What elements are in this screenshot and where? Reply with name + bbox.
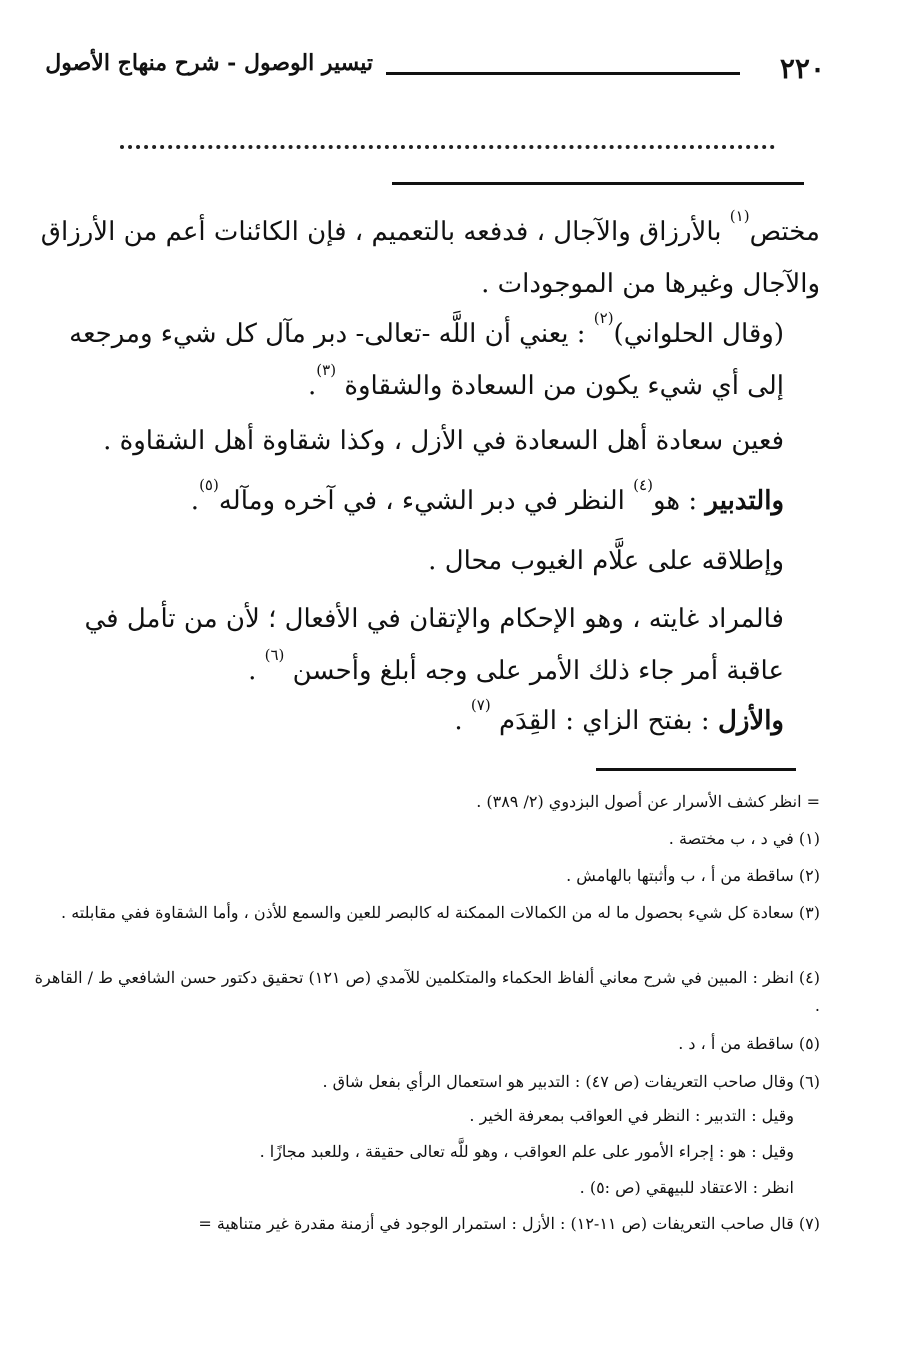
footnote-5: (٥) ساقطة من أ ، د . bbox=[678, 1034, 820, 1053]
page-number: ٢٢٠ bbox=[779, 52, 825, 85]
header-rule bbox=[386, 72, 740, 75]
paragraph-1 bbox=[30, 206, 820, 310]
running-title: تيسير الوصول - شرح منهاج الأصول bbox=[45, 50, 373, 76]
paragraph-text: . bbox=[454, 706, 471, 736]
footnote-ref-5: (٥) bbox=[199, 476, 219, 494]
paragraph-text: (وقال الحلواني) bbox=[613, 319, 784, 349]
footnote-6-line: انظر : الاعتقاد للبيهقي (ص :٥) . bbox=[579, 1178, 794, 1197]
paragraph-text: . bbox=[308, 371, 317, 401]
footnote-ref-3: (٣) bbox=[316, 361, 337, 379]
paragraph-text: بالأرزاق والآجال ، فدفعه بالتعميم ، فإن الكائنات أعم من الأرزاق والآجال وغيرها من الموجودات . bbox=[40, 217, 820, 299]
paragraph-text: : بفتح الزاي : القِدَم bbox=[490, 706, 718, 736]
paragraph-text: فعين سعادة أهل السعادة في الأزل ، وكذا شقاوة أهل الشقاوة . bbox=[103, 426, 784, 456]
footnote-7: (٧) قال صاحب التعريفات (ص ١١-١٢) : الأزل : استمرار الوجود في أزمنة مقدرة غير متناهية = bbox=[198, 1214, 820, 1233]
paragraph-text: فالمراد غايته ، وهو الإحكام والإتقان في الأفعال ؛ لأن من تأمل في عاقبة أمر جاء ذلك الأمر على وجه أبلغ وأحسن bbox=[84, 604, 784, 686]
paragraph-text: . bbox=[248, 656, 265, 686]
footnote-6-line: وقيل : التدبير : النظر في العواقب بمعرفة الخير . bbox=[469, 1106, 794, 1125]
paragraph-5 bbox=[62, 535, 820, 587]
paragraph-text: وإطلاقه على علَّام الغيوب محال . bbox=[428, 546, 784, 576]
footnote-3: (٣) سعادة كل شيء بحصول ما له من الكمالات الممكنة له كالبصر للعين والسمع للأذن ، وأما الشقاوة ففي مقابلته . bbox=[61, 903, 820, 922]
paragraph-4 bbox=[62, 475, 820, 527]
paragraph-text: . bbox=[190, 486, 200, 516]
term: والأزل bbox=[717, 706, 784, 736]
paragraph-text: : يعني أن اللَّه -تعالى- دبر مآل كل شيء ومرجعه إلى أي شيء يكون من السعادة والشقاوة bbox=[69, 319, 784, 401]
footnote-6-line: وقيل : هو : إجراء الأمور على علم العواقب ، وهو للَّه تعالى حقيقة ، وللعبد مجازًا . bbox=[259, 1142, 794, 1161]
paragraph-7 bbox=[62, 695, 820, 747]
footnote-rule bbox=[596, 768, 796, 771]
paragraph-6 bbox=[30, 593, 820, 697]
paragraph-3 bbox=[62, 415, 820, 467]
paragraph-2 bbox=[30, 308, 820, 412]
term: والتدبير bbox=[705, 486, 784, 516]
footnote-continuation: = انظر كشف الأسرار عن أصول البزدوي (٢/ ٣٨٩) . bbox=[476, 792, 820, 811]
footnote-4: (٤) انظر : المبين في شرح معاني ألفاظ الحكماء والمتكلمين للآمدي (ص ١٢١) تحقيق دكتور حسن الشافعي ط / القاهرة . bbox=[34, 968, 820, 1015]
word: مختص bbox=[749, 217, 820, 247]
footnote-6: (٦) وقال صاحب التعريفات (ص ٤٧) : التدبير هو استعمال الرأي بفعل شاق . bbox=[322, 1072, 820, 1091]
footnote-ref-2: (٢) bbox=[593, 309, 614, 327]
paragraph-text: النظر في دبر الشيء ، في آخره ومآله bbox=[218, 486, 634, 516]
footnote-ref-4: (٤) bbox=[633, 476, 653, 494]
paragraph-text: : هو bbox=[652, 486, 706, 516]
dotted-separator bbox=[120, 145, 775, 149]
footnote-ref-1: (١) bbox=[729, 207, 750, 225]
footnote-1: (١) في د ، ب مختصة . bbox=[668, 829, 820, 848]
footnote-2: (٢) ساقطة من أ ، ب وأثبتها بالهامش . bbox=[566, 866, 820, 885]
top-rule bbox=[392, 182, 804, 185]
footnote-ref-7: (٧) bbox=[470, 696, 491, 714]
footnote-ref-6: (٦) bbox=[264, 646, 285, 664]
